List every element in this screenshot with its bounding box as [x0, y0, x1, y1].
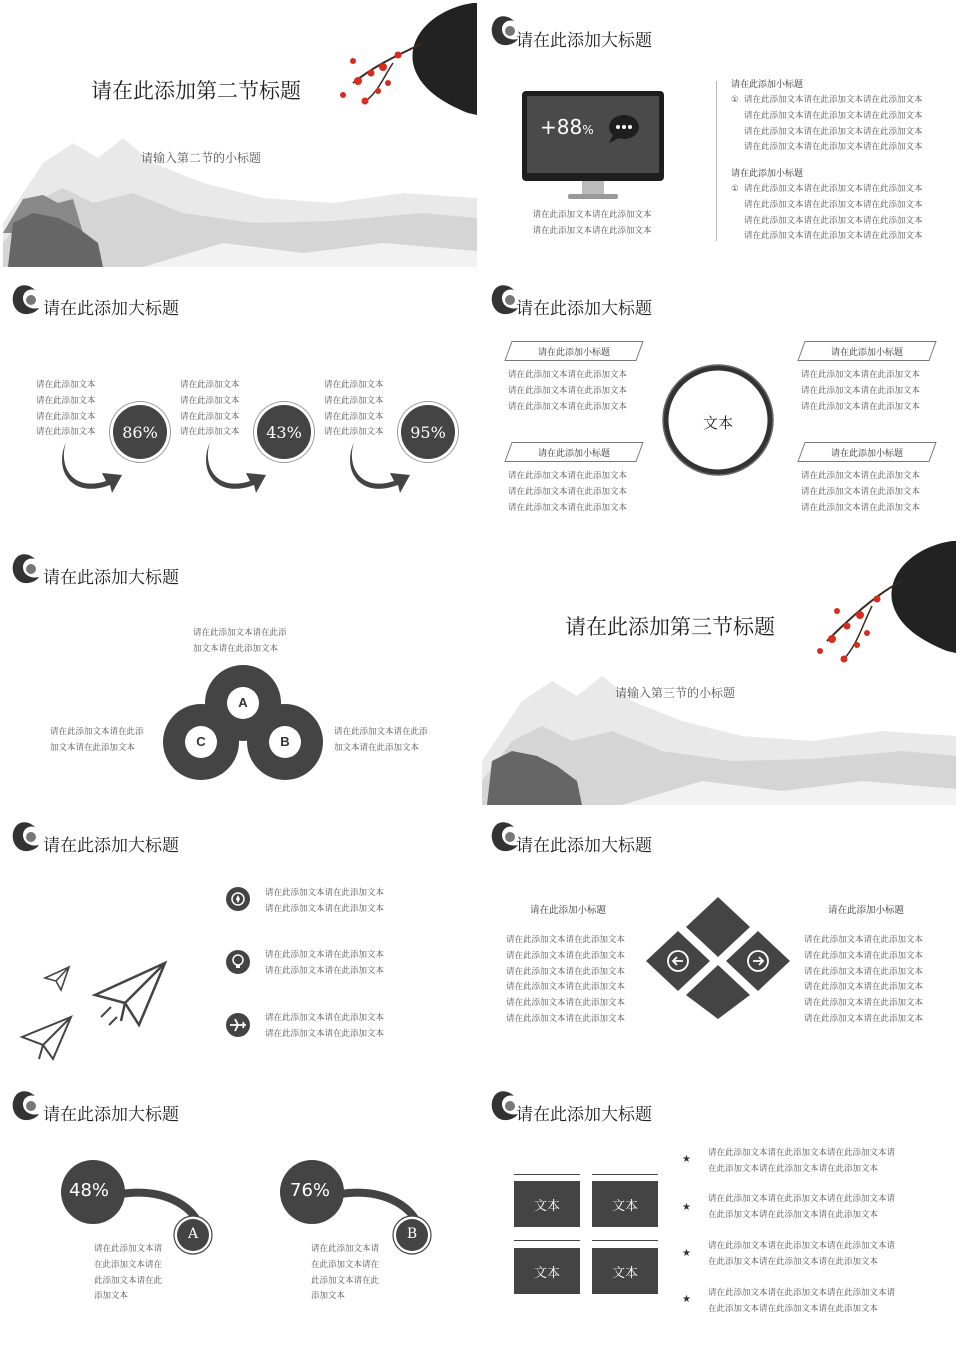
group-title: 请在此添加小标题 — [731, 80, 804, 90]
section-title: 请在此添加第二节标题 — [91, 79, 301, 103]
monitor-value: +88% — [540, 115, 594, 139]
bubble-letter: A — [187, 1226, 199, 1242]
slide-monitor-stats — [482, 3, 956, 267]
star-icon: ★ — [682, 1248, 691, 1259]
group-line: 请在此添加文本请在此添加文本请在此添加文本 — [744, 110, 923, 121]
item-text: 请在此添加文本 请在此添加文本 请在此添加文本 请在此添加文本 — [324, 380, 384, 438]
item-text: 请在此添加文本请在此添加文本请在此添加文本请 在此添加文本请在此添加文本请在此添加文本 — [708, 1288, 896, 1314]
slide-header: 请在此添加大标题 — [43, 1105, 179, 1125]
percent-value: 48% — [69, 1180, 110, 1201]
group-line: 请在此添加文本请在此添加文本请在此添加文本 — [744, 231, 923, 242]
percent-circle: 43% — [254, 402, 314, 462]
slide-header: 请在此添加大标题 — [43, 836, 179, 856]
label-b: B — [280, 734, 290, 749]
item-text: 请在此添加文本请在此添加文本 请在此添加文本请在此添加文本 — [265, 888, 385, 914]
plum-blossom-ink-illustration — [802, 541, 956, 681]
star-icon: ★ — [682, 1294, 691, 1305]
slide-paper-planes — [3, 809, 477, 1073]
airplane-icon — [226, 1013, 250, 1037]
item-text: 请在此添加文本 请在此添加文本 请在此添加文本 请在此添加文本 — [36, 380, 96, 438]
slide-header: 请在此添加大标题 — [516, 836, 652, 856]
text-box: 文本 — [592, 1248, 658, 1294]
label-a: A — [238, 695, 248, 710]
item-text: 请在此添加文本请 在此添加文本请在 此添加文本请在此 添加文本 — [94, 1244, 163, 1302]
right-text: 请在此添加文本请在此添 加文本请在此添加文本 — [334, 727, 428, 753]
slide-section-two-cover — [3, 3, 477, 267]
block-title: 请在此添加小标题 — [830, 348, 903, 358]
group-title: 请在此添加小标题 — [731, 169, 804, 179]
paper-plane-icon — [43, 964, 73, 992]
block-title: 请在此添加小标题 — [537, 348, 610, 358]
ink-logo-icon — [9, 821, 43, 853]
monitor-icon — [522, 91, 664, 181]
slide-diamond-arrows — [482, 809, 956, 1073]
right-text: 请在此添加文本请在此添加文本 请在此添加文本请在此添加文本 请在此添加文本请在此添加文本 请在此添加文本请在此添加文本 请在此添加文本请在此添加文本 请在此添加文本请在此添加文本 — [804, 935, 924, 1024]
top-text: 请在此添加文本请在此添 加文本请在此添加文本 — [193, 628, 287, 654]
percent-circle: 86% — [110, 402, 170, 462]
paper-plane-icon — [91, 959, 171, 1031]
group-line: 请在此添加文本请在此添加文本请在此添加文本 — [744, 199, 923, 210]
slide-header: 请在此添加大标题 — [516, 31, 652, 51]
item-text: 请在此添加文本请在此添加文本请在此添加文本请 在此添加文本请在此添加文本请在此添加文本 — [708, 1194, 896, 1220]
item-text: 请在此添加文本请 在此添加文本请在 此添加文本请在此 添加文本 — [311, 1244, 380, 1302]
text-box: 文本 — [514, 1248, 580, 1294]
plum-blossom-ink-illustration — [323, 3, 477, 123]
bubble-letter: B — [406, 1226, 418, 1242]
slide-header: 请在此添加大标题 — [43, 299, 179, 319]
group-line: 请在此添加文本请在此添加文本请在此添加文本 — [744, 184, 923, 194]
group-line: 请在此添加文本请在此添加文本请在此添加文本 — [744, 126, 923, 137]
left-subtitle: 请在此添加小标题 — [529, 905, 606, 916]
group-number: ① — [731, 95, 739, 105]
divider — [716, 81, 717, 241]
slide-four-boxes-stars — [482, 1078, 956, 1342]
slide-percent-bubbles — [3, 1078, 477, 1342]
diamond-arrow-diagram — [640, 895, 796, 1021]
left-text: 请在此添加文本请在此添加文本 请在此添加文本请在此添加文本 请在此添加文本请在此添加文本 请在此添加文本请在此添加文本 请在此添加文本请在此添加文本 请在此添加文本请在此添加文本 — [506, 935, 626, 1024]
item-text: 请在此添加文本请在此添加文本 请在此添加文本请在此添加文本 — [265, 950, 385, 976]
item-text: 请在此添加文本请在此添加文本 请在此添加文本请在此添加文本 — [265, 1013, 385, 1039]
star-icon: ★ — [682, 1154, 691, 1165]
section-subtitle: 请输入第三节的小标题 — [615, 686, 736, 700]
percent-circle: 95% — [398, 402, 458, 462]
label-c: C — [196, 734, 206, 749]
slide-header: 请在此添加大标题 — [516, 1105, 652, 1125]
item-text: 请在此添加文本请在此添加文本请在此添加文本请 在此添加文本请在此添加文本请在此添加文本 — [708, 1241, 896, 1267]
caption-line: 请在此添加文本请在此添加文本 — [532, 225, 652, 236]
item-text: 请在此添加文本请在此添加文本请在此添加文本请 在此添加文本请在此添加文本请在此添加文本 — [708, 1148, 896, 1174]
ink-logo-icon — [9, 553, 43, 585]
group-line: 请在此添加文本请在此添加文本请在此添加文本 — [744, 142, 923, 153]
block-title: 请在此添加小标题 — [537, 449, 610, 459]
text-box: 文本 — [514, 1181, 580, 1227]
percent-value: 76% — [290, 1180, 331, 1201]
text-group — [731, 166, 923, 245]
abc-knot-diagram — [161, 659, 325, 789]
ink-logo-icon — [9, 284, 43, 316]
section-subtitle: 请输入第二节的小标题 — [141, 151, 262, 165]
slide-section-three-cover — [482, 541, 956, 805]
group-line: 请在此添加文本请在此添加文本请在此添加文本 — [744, 215, 923, 226]
ink-logo-icon — [9, 1090, 43, 1122]
group-number: ① — [731, 184, 739, 194]
text-box: 文本 — [592, 1181, 658, 1227]
block-title: 请在此添加小标题 — [830, 449, 903, 459]
ink-landscape-illustration — [3, 103, 477, 267]
compass-icon — [226, 887, 250, 911]
left-text: 请在此添加文本请在此添 加文本请在此添加文本 — [50, 727, 144, 753]
slide-circle-four-blocks: 请在此添加大标题 请在此添加小标题 请在此添加文本请在此添加文本 请在此添加文本请在此添加文本 请在此添加文本请在此添加文本 请在此添加小标题 请在此添加文本请在此添加文本 请在此添加文本请在此添加文本 请在此添加文本请在此添加文本 请在此添加小标题 请在此添加文本请在此添加文本 请在此添加文本请在此添加文本 请在此添加文本请在此添加文本 请在此添加小标题 请在此添加文本请在此添加文本 请在此添加文本请在此添加文本 请在此添加文本请在此添加文本 文本 — [482, 272, 956, 536]
item-text: 请在此添加文本 请在此添加文本 请在此添加文本 请在此添加文本 — [180, 380, 240, 438]
right-subtitle: 请在此添加小标题 — [827, 905, 904, 916]
caption-line: 请在此添加文本请在此添加文本 — [532, 210, 652, 220]
slide-header: 请在此添加大标题 — [43, 568, 179, 588]
paper-plane-icon — [19, 1013, 75, 1065]
text-group — [731, 77, 923, 156]
slide-header: 请在此添加大标题 — [516, 299, 652, 319]
slide-abc-knot — [3, 541, 477, 805]
circle-label: 文本 — [702, 414, 733, 432]
lightbulb-icon — [226, 950, 250, 974]
section-title: 请在此添加第三节标题 — [565, 615, 775, 639]
chat-bubble-icon — [607, 113, 641, 145]
group-line: 请在此添加文本请在此添加文本请在此添加文本 — [744, 95, 923, 105]
slide-percent-arrows — [3, 272, 477, 536]
star-icon: ★ — [682, 1202, 691, 1213]
